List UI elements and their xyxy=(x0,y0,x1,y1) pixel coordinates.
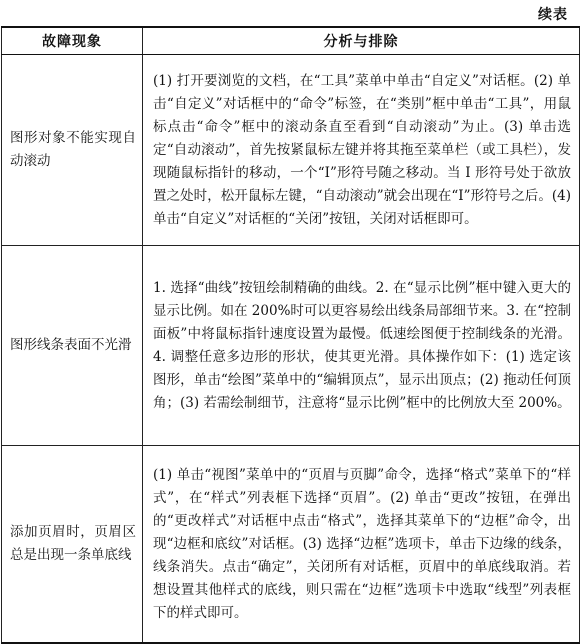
symptom-cell: 添加页眉时，页眉区总是出现一条单底线 xyxy=(2,446,143,644)
header-symptom: 故障现象 xyxy=(2,27,143,55)
symptom-cell: 图形对象不能实现自动滚动 xyxy=(2,55,143,246)
analysis-cell: 1. 选择“曲线”按钮绘制精确的曲线。2. 在“显示比例”框中键入更大的显示比例。如在 200%时可以更容易绘出线条局部细节来。3. 在“控制面板”中将鼠标指针速度设置为最慢。低速绘图便于控制线条的光滑。4. 调整任意多边形的形状，使其更光滑。具体操作如下：(1) 选定该图形，单击“绘图”菜单中的“编辑顶点”，显示出顶点；(2) 拖动任何顶角；(3) 若需绘制细节，注意将“显示比例”框中的比例放大至 200%。 xyxy=(143,246,580,446)
fault-table xyxy=(1,26,580,644)
analysis-cell: (1) 打开要浏览的文档，在“工具”菜单中单击“自定义”对话框。(2) 单击“自定义”对话框中的“命令”标签，在“类别”框中单击“工具”，用鼠标点击“命令”框中的滚动条直至看到“自动滚动”为止。(3) 单击选定“自动滚动”，首先按紧鼠标左键并将其拖至菜单栏（或工具栏），发现随鼠标指针的移动，一个“I”形符号随之移动。当 I 形符号处于欲放置之处时，松开鼠标左键，“自动滚动”就会出现在“I”形符号之后。(4) 单击“自定义”对话框的“关闭”按钮，关闭对话框即可。 xyxy=(143,55,580,246)
header-analysis: 分析与排除 xyxy=(143,27,580,55)
table-row xyxy=(2,246,580,446)
table-row xyxy=(2,446,580,644)
continued-label: 续表 xyxy=(538,7,568,23)
table-header-row xyxy=(2,27,580,55)
analysis-cell: (1) 单击“视图”菜单中的“页眉与页脚”命令，选择“格式”菜单下的“样式”，在“样式”列表框下选择“页眉”。(2) 单击“更改”按钮，在弹出的“更改样式”对话框中点击“格式”，选择其菜单下的“边框”命令，出现“边框和底纹”对话框。(3) 选择“边框”选项卡，单击下边缘的线条，线条消失。点击“确定”，关闭所有对话框，页眉中的单底线取消。若想设置其他样式的底线，则只需在“边框”选项卡中选取“线型”列表框下的样式即可。 xyxy=(143,446,580,644)
symptom-cell: 图形线条表面不光滑 xyxy=(2,246,143,446)
table-row xyxy=(2,55,580,246)
